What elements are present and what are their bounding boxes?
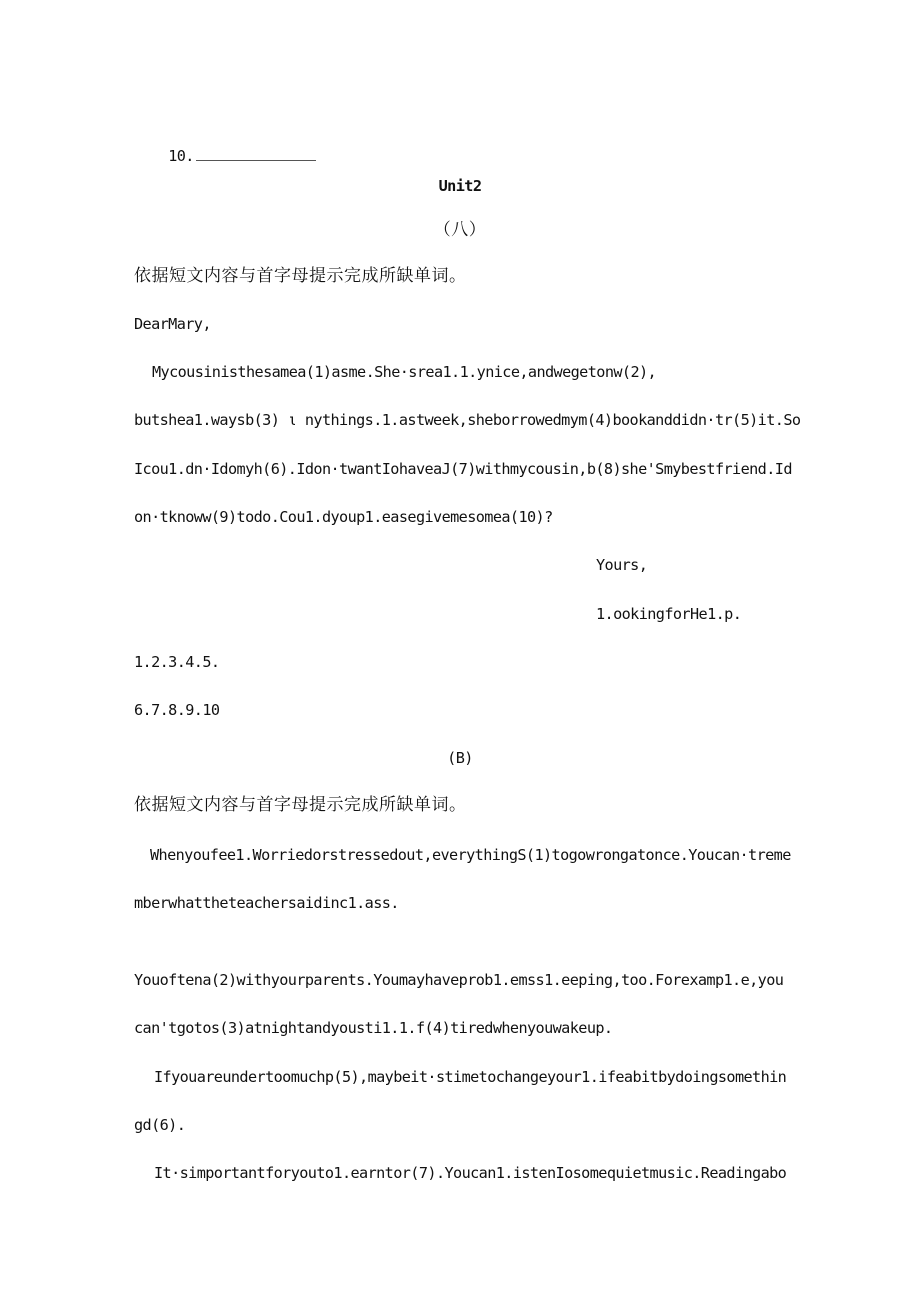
letter-greeting: DearMary, [134,315,211,333]
paragraph-line: Ifyouareundertoomuchp(5),maybeit·stimetochangeyour1.ifeabitbydoingsomethin [154,1068,787,1086]
paragraph-line: Mycousinisthesamea(1)asme.She·srea1.1.ynice,andwegetonw(2), [152,363,657,381]
section-b-label: (B) [447,749,473,767]
answer-blank [196,148,316,161]
question-number: 10. [168,147,194,165]
section-a-label: （八） [433,220,487,240]
paragraph-line: can'tgotos(3)atnightandyousti1.1.f(4)tiredwhenyouwakeup. [134,1019,613,1037]
paragraph-line: butshea1.waysb(3) ι nythings.1.astweek,sheborrowedmym(4)bookanddidn·tr(5)it.So [134,411,801,429]
letter-signature: 1.ookingforHe1.p. [596,605,742,623]
section-a-instruction: 依据短文内容与首字母提示完成所缺单词。 [134,266,467,286]
answer-numbers-row: 6.7.8.9.10 [134,701,220,719]
paragraph-line: Icou1.dn·Idomyh(6).Idon·twantIohaveaJ(7)withmycousin,b(8)she'Smybestfriend.Id [134,460,792,478]
paragraph-line: mberwhattheteachersaidinc1.ass. [134,894,399,912]
unit-title: Unit2 [438,177,482,195]
paragraph-line: Whenyoufee1.Worriedorstressedout,everythingS(1)togowrongatonce.Youcan·treme [150,846,791,864]
paragraph-line: gd(6). [134,1116,186,1134]
paragraph-line: Youoftena(2)withyourparents.Youmayhaveprob1.emss1.eeping,too.Forexamp1.e,you [134,971,784,989]
answer-numbers-row: 1.2.3.4.5. [134,653,220,671]
paragraph-line: on·tknoww(9)todo.Cou1.dyoup1.easegivemesomea(10)? [134,508,553,526]
section-b-instruction: 依据短文内容与首字母提示完成所缺单词。 [134,795,467,815]
paragraph-line: It·simportantforyouto1.earntor(7).Youcan1.istenIosomequietmusic.Readingabo [154,1164,787,1182]
letter-closing: Yours, [596,556,648,574]
